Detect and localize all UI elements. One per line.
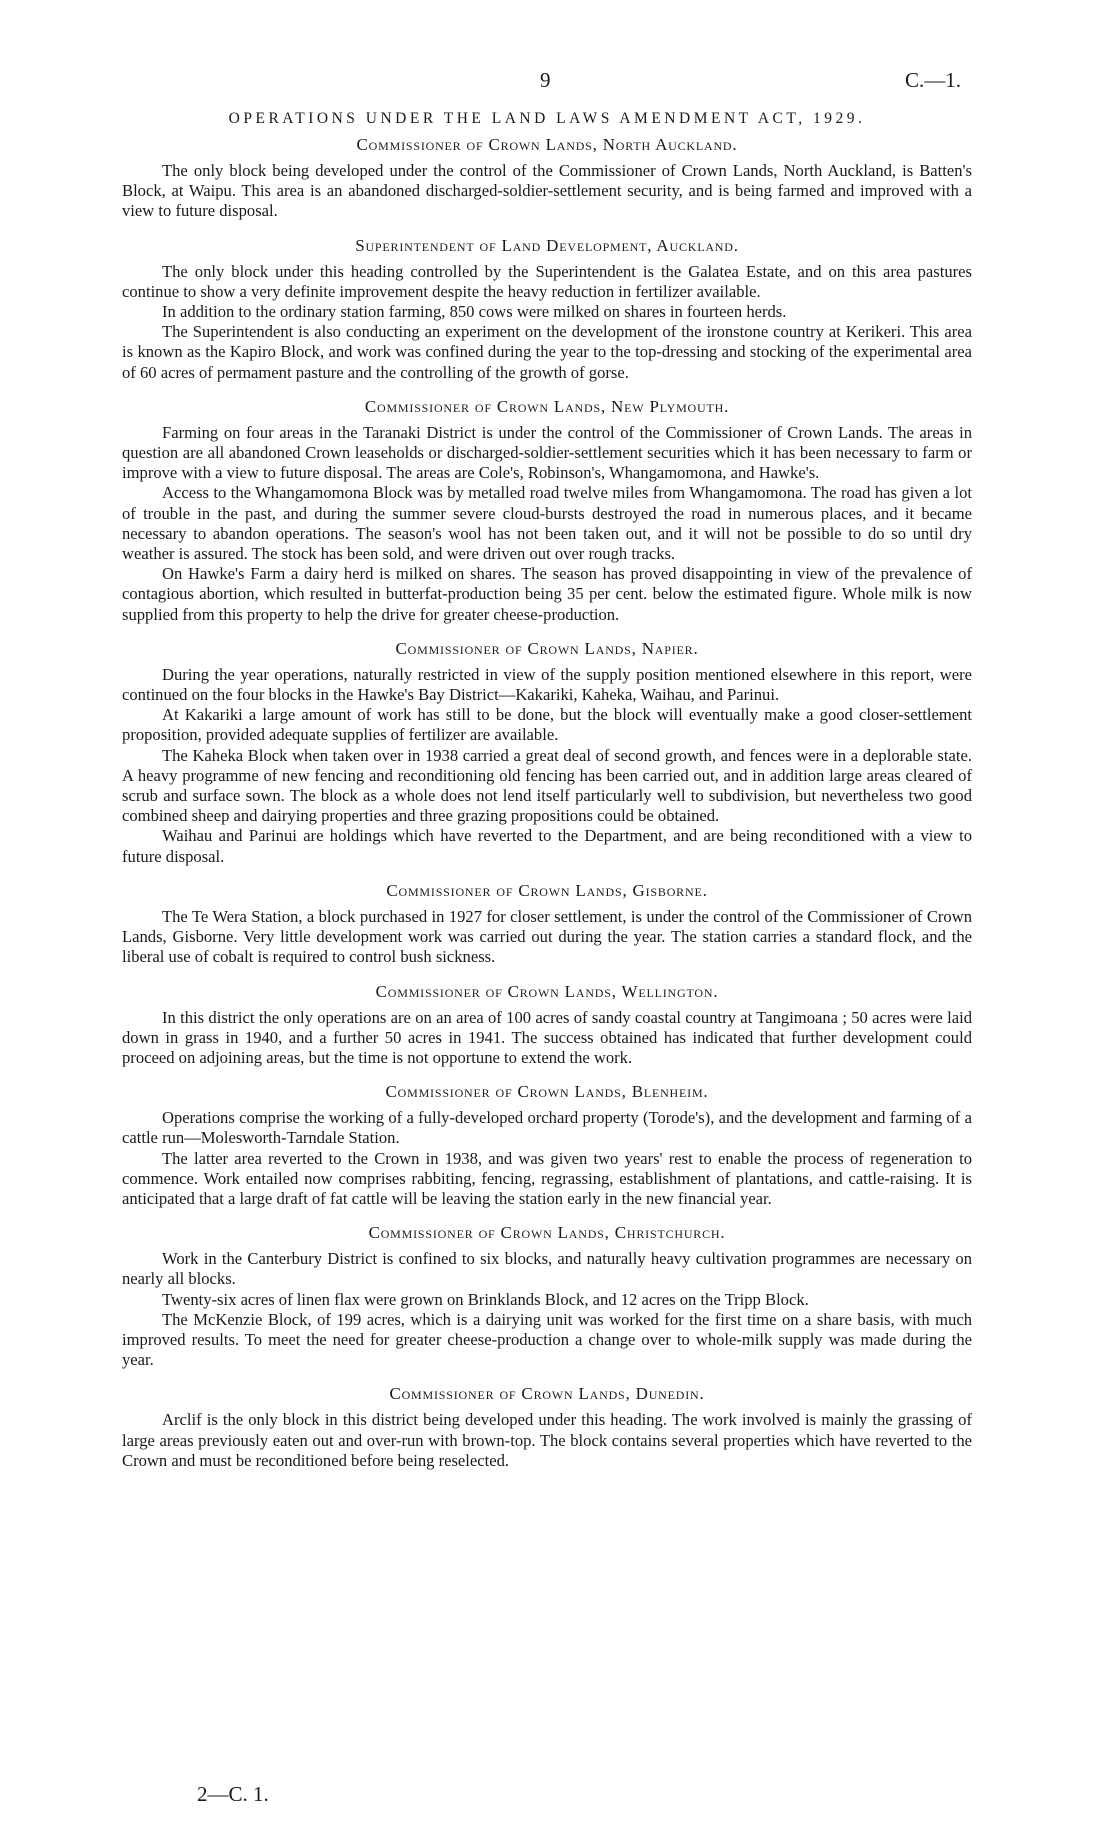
section-heading: Commissioner of Crown Lands, Dunedin. bbox=[389, 1384, 705, 1404]
paragraph: Waihau and Parinui are holdings which have reverted to the Department, and are being reconditioned with a view to future disposal. bbox=[122, 826, 972, 866]
paragraph: During the year operations, naturally restricted in view of the supply position mentioned elsewhere in this report, were continued on the four blocks in the Hawke's Bay District—Kakariki, Kaheka, Waihau, and Parinui. bbox=[122, 664, 972, 705]
paragraph: Work in the Canterbury District is confined to six blocks, and naturally heavy cultivation programmes are necessary on nearly all blocks. bbox=[122, 1249, 972, 1289]
section-heading: Commissioner of Crown Lands, New Plymouth. bbox=[364, 396, 730, 416]
paragraph: Farming on four areas in the Taranaki District is under the control of the Commissioner of Crown Lands. The areas in question are all abandoned Crown leaseholds or discharged-soldier-settlement securities which it has been necessary to farm or improve with a view to future disposal. The areas are Cole's, Robinson's, Whangamomona, and Hawke's. bbox=[122, 422, 972, 483]
paragraph: The Kaheka Block when taken over in 1938 carried a great deal of second growth, and fences were in a deplorable state. A heavy programme of new fencing and reconditioning old fencing has been carried out, and in addition large areas cleared of scrub and surface sown. The block as a whole does not lend itself particularly well to subdivision, but nevertheless two good combined sheep and dairying properties and three grazing propositions could be obtained. bbox=[122, 745, 972, 826]
section-heading: Commissioner of Crown Lands, Napier. bbox=[395, 638, 699, 658]
paragraph: The only block being developed under the control of the Commissioner of Crown Lands, North Auckland, is Batten's Block, at Waipu. This area is an abandoned discharged-soldier-settlement security, and is being farmed and improved with a view to future disposal. bbox=[122, 161, 972, 221]
paragraph: Arclif is the only block in this district being developed under this heading. The work involved is mainly the grassing of large areas previously eaten out and over-run with brown-top. The block contains several properties which have reverted to the Crown and must be reconditioned before being reselected. bbox=[122, 1410, 972, 1470]
paragraph: The only block under this heading controlled by the Superintendent is the Galatea Estate, and on this area pastures continue to show a very definite improvement despite the heavy reduction in fertilizer available. bbox=[122, 261, 972, 301]
paragraph: At Kakariki a large amount of work has still to be done, but the block will eventually make a good closer-settlement proposition, provided adequate supplies of fertilizer are available. bbox=[122, 705, 972, 745]
paragraph: Twenty-six acres of linen flax were grown on Brinklands Block, and 12 acres on the Tripp Block. bbox=[162, 1289, 809, 1309]
paragraph: The latter area reverted to the Crown in 1938, and was given two years' rest to enable the process of regeneration to commence. Work entailed now comprises rabbiting, fencing, regrassing, establishment of plantations, and cattle-raising. It is anticipated that a large draft of fat cattle will be leaving the station early in the new financial year. bbox=[122, 1148, 972, 1208]
paragraph: In this district the only operations are on an area of 100 acres of sandy coastal country at Tangimoana ; 50 acres were laid down in grass in 1940, and a further 50 acres in 1941. The success obtained has indicated that further development could proceed on adjoining areas, but the time is not opportune to extend the work. bbox=[122, 1007, 972, 1067]
section-heading: Commissioner of Crown Lands, Wellington. bbox=[375, 981, 719, 1001]
section-heading: Commissioner of Crown Lands, North Auckland. bbox=[356, 135, 738, 154]
section-heading: Commissioner of Crown Lands, Gisborne. bbox=[386, 880, 708, 900]
section-heading: Commissioner of Crown Lands, Christchurch. bbox=[368, 1223, 726, 1243]
paragraph: In addition to the ordinary station farming, 850 cows were milked on shares in fourteen herds. bbox=[162, 302, 787, 322]
main-heading: OPERATIONS UNDER THE LAND LAWS AMENDMENT ACT, 1929. bbox=[228, 110, 866, 127]
paragraph: Operations comprise the working of a fully-developed orchard property (Torode's), and the development and farming of a cattle run—Molesworth-Tarndale Station. bbox=[122, 1108, 972, 1148]
paragraph: Access to the Whangamomona Block was by metalled road twelve miles from Whangamomona. The road has given a lot of trouble in the past, and during the summer severe cloud-bursts destroyed the road in numerous places, and it became necessary to abandon operations. The season's wool has not been taken out, and it will not be possible to do so until dry weather is assured. The stock has been sold, and were driven out over rough tracks. bbox=[122, 483, 972, 564]
section-heading: Superintendent of Land Development, Auckland. bbox=[355, 235, 739, 255]
document-reference: C.—1. bbox=[905, 68, 962, 92]
section-heading: Commissioner of Crown Lands, Blenheim. bbox=[385, 1082, 709, 1102]
report-body bbox=[122, 110, 972, 1471]
paragraph: The Superintendent is also conducting an experiment on the development of the ironstone country at Kerikeri. This area is known as the Kapiro Block, and work was confined during the year to the top-dressing and stocking of the experimental area of 60 acres of permament pasture and the controlling of the growth of gorse. bbox=[122, 322, 972, 382]
paragraph: On Hawke's Farm a dairy herd is milked on shares. The season has proved disappointing in view of the prevalence of contagious abortion, which resulted in butterfat-production being 35 per cent. below the estimated figure. Whole milk is now supplied from this property to help the drive for greater cheese-production. bbox=[122, 564, 972, 624]
footer-signature: 2—C. 1. bbox=[197, 1782, 269, 1806]
page-number: 9 bbox=[540, 68, 551, 92]
paragraph: The McKenzie Block, of 199 acres, which is a dairying unit was worked for the first time on a share basis, with much improved results. To meet the need for greater cheese-production a change over to whole-milk supply was made during the year. bbox=[122, 1309, 972, 1370]
paragraph: The Te Wera Station, a block purchased in 1927 for closer settlement, is under the control of the Commissioner of Crown Lands, Gisborne. Very little development work was carried out during the year. The station carries a standard flock, and the liberal use of cobalt is required to control bush sickness. bbox=[122, 906, 972, 967]
